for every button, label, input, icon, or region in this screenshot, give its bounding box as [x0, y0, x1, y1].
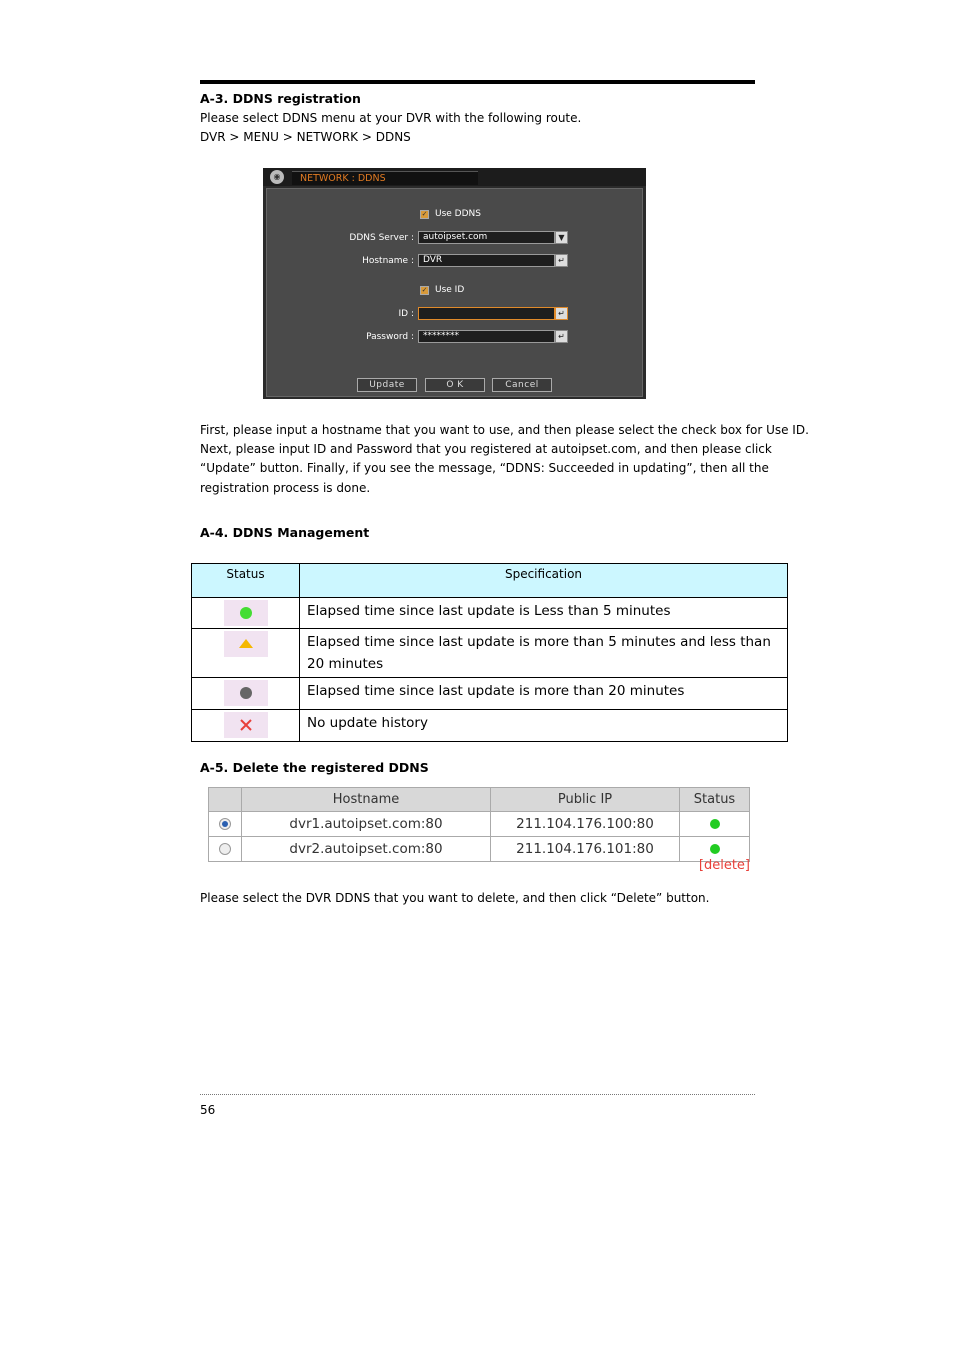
- para1-line4: registration process is done.: [200, 481, 371, 495]
- delete-link[interactable]: [delete]: [698, 858, 750, 873]
- hostname-cell: dvr2.autoipset.com:80: [242, 837, 491, 862]
- section-a5-title: A-5. Delete the registered DDNS: [200, 760, 429, 775]
- green-status-icon: [710, 844, 720, 854]
- spec-cell: Elapsed time since last update is Less than 5 minutes: [300, 598, 788, 629]
- use-id-checkbox[interactable]: ✓: [421, 286, 428, 294]
- footer-divider: [200, 1094, 755, 1095]
- id-input[interactable]: [418, 307, 555, 320]
- password-label: Password :: [366, 332, 414, 342]
- spec-cell: Elapsed time since last update is more than 20 minutes: [300, 678, 788, 710]
- dvr-header: [263, 168, 646, 186]
- use-ddns-checkbox[interactable]: ✓: [421, 210, 428, 218]
- hostname-label: Hostname :: [362, 256, 414, 266]
- ip-header: Public IP: [491, 788, 680, 812]
- spec-cell: No update history: [300, 710, 788, 742]
- gray-circle-icon: [224, 680, 268, 706]
- section-a4-title: A-4. DDNS Management: [200, 525, 370, 540]
- table-row: [209, 837, 750, 862]
- page-number: 56: [200, 1103, 216, 1117]
- spec-cell: Elapsed time since last update is more than 5 minutes and less than 20 minutes: [300, 629, 788, 678]
- top-rule: [200, 80, 755, 84]
- enter-icon[interactable]: ↵: [555, 330, 568, 343]
- hostname-input[interactable]: DVR: [418, 254, 555, 267]
- table-row: [192, 629, 788, 678]
- section-a3-line1: Please select DDNS menu at your DVR with the following route.: [200, 111, 582, 125]
- green-status-icon: [710, 819, 720, 829]
- row-radio[interactable]: [219, 843, 231, 855]
- yellow-triangle-icon: [224, 631, 268, 657]
- hostname-cell: dvr1.autoipset.com:80: [242, 812, 491, 837]
- table-row: [192, 710, 788, 742]
- section-a3-line2: DVR > MENU > NETWORK > DDNS: [200, 130, 411, 144]
- use-ddns-label: Use DDNS: [435, 209, 481, 219]
- ip-cell: 211.104.176.100:80: [491, 812, 680, 837]
- para1-line2: Next, please input ID and Password that you registered at autoipset.com, and then please click: [200, 442, 772, 456]
- select-header: [209, 788, 242, 812]
- table-row: [192, 678, 788, 710]
- section-a3-title: A-3. DDNS registration: [200, 91, 361, 106]
- ddns-server-label: DDNS Server :: [349, 233, 414, 243]
- ok-button[interactable]: O K: [425, 378, 485, 392]
- cancel-button[interactable]: Cancel: [492, 378, 552, 392]
- hostname-header: Hostname: [242, 788, 491, 812]
- table-header-row: [192, 564, 788, 598]
- enter-icon[interactable]: ↵: [555, 307, 568, 320]
- ddns-list-table: [208, 787, 750, 862]
- dvr-ddns-screen: [263, 168, 646, 399]
- dvr-tab[interactable]: [292, 171, 478, 185]
- para1-line3: “Update” button. Finally, if you see the message, “DDNS: Succeeded in updating”, then all the: [200, 461, 769, 475]
- dvr-tab-label: NETWORK : DDNS: [300, 173, 386, 184]
- table-header-row: [209, 788, 750, 812]
- para1-line1: First, please input a hostname that you want to use, and then please select the check box for Use ID.: [200, 423, 809, 437]
- password-input[interactable]: ********: [418, 330, 555, 343]
- dvr-body: [266, 188, 643, 397]
- ip-cell: 211.104.176.101:80: [491, 837, 680, 862]
- green-circle-icon: [224, 600, 268, 626]
- chevron-down-icon[interactable]: ▼: [555, 231, 568, 244]
- ddns-server-select[interactable]: autoipset.com: [418, 231, 555, 244]
- dvr-logo-icon: ◉: [270, 170, 284, 184]
- section-a5-note: Please select the DVR DDNS that you want to delete, and then click “Delete” button.: [200, 891, 710, 905]
- table-row: [192, 598, 788, 629]
- enter-icon[interactable]: ↵: [555, 254, 568, 267]
- status-header: Status: [192, 564, 300, 598]
- use-id-label: Use ID: [435, 285, 465, 295]
- ddns-status-table: [191, 563, 788, 742]
- update-button[interactable]: Update: [357, 378, 417, 392]
- id-label: ID :: [398, 309, 414, 319]
- status-header: Status: [680, 788, 750, 812]
- red-x-icon: [224, 712, 268, 738]
- table-row: [209, 812, 750, 837]
- row-radio[interactable]: [219, 818, 231, 830]
- spec-header: Specification: [300, 564, 788, 598]
